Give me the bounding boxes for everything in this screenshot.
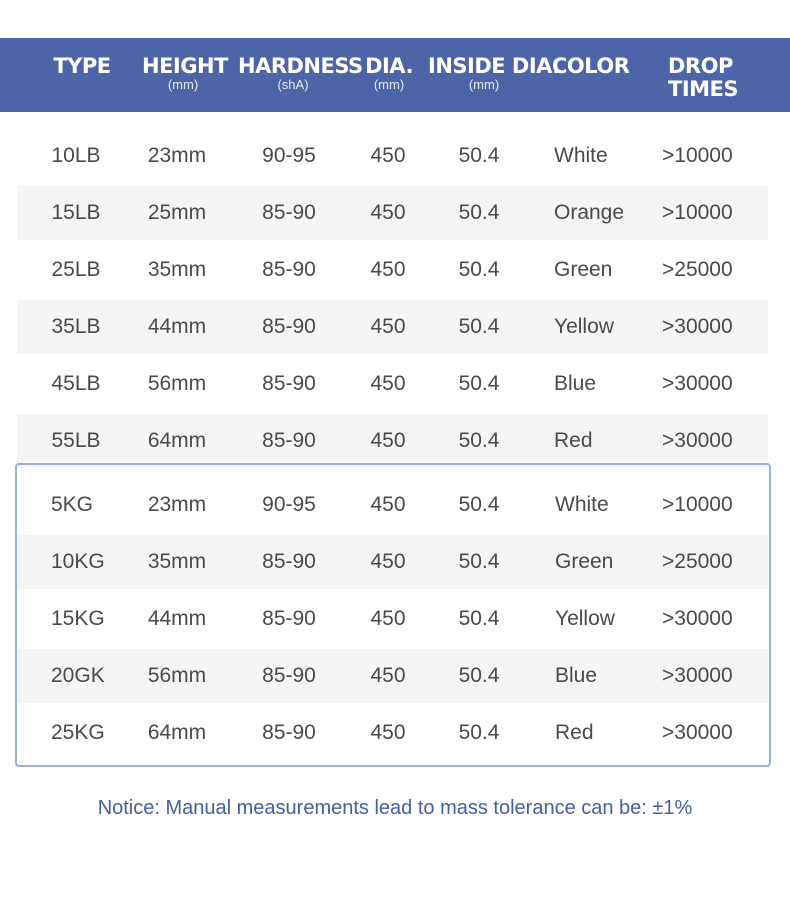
cell-type: 10KG (51, 550, 105, 573)
cell-height: 56mm (147, 372, 207, 395)
header-label: DIA. (365, 54, 413, 78)
cell-inside-dia: 50.4 (458, 315, 500, 338)
cell-dia: 450 (370, 201, 406, 224)
cell-height: 64mm (147, 721, 207, 744)
cell-color: Blue (555, 664, 598, 687)
header-label: HARDNESS (238, 54, 363, 78)
cell-hardness: 85-90 (262, 315, 316, 338)
cell-inside-dia: 50.4 (458, 550, 500, 573)
cell-hardness: 85-90 (262, 429, 316, 452)
cell-dia: 450 (370, 550, 406, 573)
cell-dia: 450 (370, 607, 406, 630)
cell-hardness: 85-90 (262, 721, 316, 744)
cell-inside-dia: 50.4 (458, 429, 500, 452)
cell-hardness: 85-90 (262, 550, 316, 573)
cell-inside-dia: 50.4 (458, 607, 500, 630)
header-label: DROP (668, 54, 733, 78)
cell-type: 45LB (51, 372, 101, 395)
notice-text: Notice: Manual measurements lead to mass tolerance can be: ±1% (97, 797, 693, 819)
header-unit: (mm) (468, 77, 500, 92)
cell-height: 25mm (147, 201, 207, 224)
cell-type: 10LB (51, 144, 101, 167)
header-label: TIMES (668, 77, 739, 101)
header-inside-dia (428, 54, 560, 92)
header-hardness (238, 54, 363, 92)
cell-dia: 450 (370, 429, 406, 452)
cell-drop-times: >10000 (662, 201, 733, 224)
kg-section-border (15, 463, 771, 767)
table-row (17, 414, 768, 468)
cell-color: Red (554, 429, 593, 452)
header-unit: (shA) (277, 77, 309, 92)
cell-dia: 450 (370, 372, 406, 395)
cell-inside-dia: 50.4 (458, 258, 500, 281)
cell-inside-dia: 50.4 (458, 144, 500, 167)
cell-hardness: 85-90 (262, 258, 316, 281)
cell-height: 64mm (147, 429, 207, 452)
cell-hardness: 85-90 (262, 372, 316, 395)
table-header (0, 38, 790, 112)
cell-height: 35mm (147, 258, 207, 281)
cell-dia: 450 (370, 664, 406, 687)
cell-height: 44mm (147, 607, 207, 630)
cell-inside-dia: 50.4 (458, 721, 500, 744)
cell-type: 5KG (51, 493, 94, 516)
cell-color: White (554, 144, 608, 167)
cell-color: Yellow (555, 607, 615, 630)
cell-dia: 450 (370, 258, 406, 281)
header-drop-times (668, 55, 740, 101)
cell-height: 44mm (147, 315, 207, 338)
header-label: INSIDE DIA. (428, 54, 560, 78)
header-type (48, 55, 116, 78)
table-row (17, 186, 768, 240)
header-color (552, 54, 630, 78)
cell-color: Orange (554, 201, 625, 224)
cell-dia: 450 (370, 721, 406, 744)
cell-color: Blue (554, 372, 597, 395)
cell-color: White (555, 493, 609, 516)
cell-drop-times: >30000 (662, 664, 733, 687)
cell-type: 15LB (51, 201, 101, 224)
cell-color: Red (555, 721, 594, 744)
table-row (17, 129, 768, 183)
cell-height: 23mm (147, 493, 207, 516)
table-row (17, 243, 768, 297)
cell-color: Yellow (554, 315, 614, 338)
cell-dia: 450 (370, 144, 406, 167)
cell-dia: 450 (370, 493, 406, 516)
cell-inside-dia: 50.4 (458, 493, 500, 516)
cell-type: 55LB (51, 429, 101, 452)
header-dia (364, 55, 414, 91)
cell-drop-times: >30000 (662, 429, 733, 452)
header-unit: (mm) (373, 77, 405, 92)
cell-hardness: 85-90 (262, 201, 316, 224)
cell-type: 35LB (51, 315, 101, 338)
cell-inside-dia: 50.4 (458, 201, 500, 224)
cell-drop-times: >30000 (662, 372, 733, 395)
cell-drop-times: >30000 (662, 721, 733, 744)
header-height (142, 54, 228, 92)
cell-color: Green (554, 258, 613, 281)
header-label: TYPE (53, 54, 111, 78)
table-row (17, 357, 768, 411)
cell-hardness: 85-90 (262, 664, 316, 687)
cell-hardness: 90-95 (262, 493, 316, 516)
table-row (17, 300, 768, 354)
cell-drop-times: >30000 (662, 315, 733, 338)
cell-color: Green (555, 550, 614, 573)
cell-type: 20GK (51, 664, 105, 687)
cell-drop-times: >10000 (662, 144, 733, 167)
header-label: COLOR (552, 54, 630, 78)
cell-type: 15KG (51, 607, 105, 630)
cell-inside-dia: 50.4 (458, 664, 500, 687)
cell-inside-dia: 50.4 (458, 372, 500, 395)
cell-drop-times: >25000 (662, 258, 733, 281)
cell-dia: 450 (370, 315, 406, 338)
cell-height: 56mm (147, 664, 207, 687)
cell-drop-times: >25000 (662, 550, 733, 573)
cell-hardness: 85-90 (262, 607, 316, 630)
cell-type: 25KG (51, 721, 105, 744)
cell-height: 35mm (147, 550, 207, 573)
header-label: HEIGHT (142, 54, 228, 78)
cell-hardness: 90-95 (262, 144, 316, 167)
cell-drop-times: >10000 (662, 493, 733, 516)
header-unit: (mm) (167, 77, 199, 92)
cell-type: 25LB (51, 258, 101, 281)
cell-drop-times: >30000 (662, 607, 733, 630)
cell-height: 23mm (147, 144, 207, 167)
